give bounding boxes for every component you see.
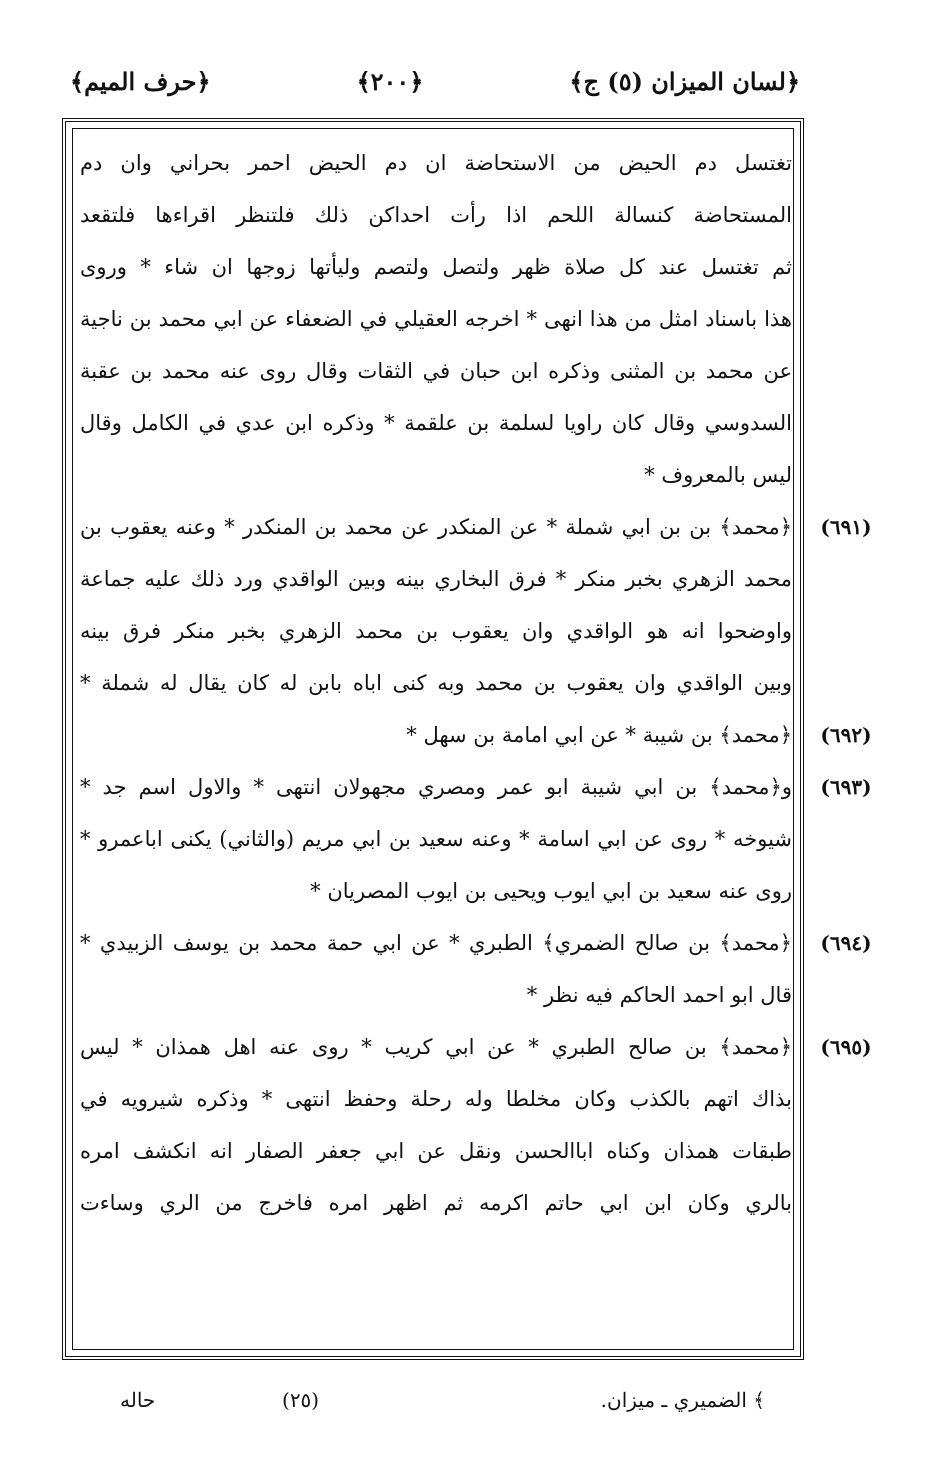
- catchword: حاله: [120, 1388, 156, 1412]
- text-line: بالري وكان ابن ابي حاتم اكرمه ثم اظهر امره فاخرج من الري وساءت: [80, 1191, 792, 1215]
- text-line: شيوخه * روى عن ابي اسامة * وعنه سعيد بن ابي مريم (والثاني) يكنى اباعمرو *: [80, 827, 792, 851]
- running-header: [70, 58, 800, 104]
- text-line: و﴿محمد﴾ بن ابي شيبة ابو عمر ومصري مجهولان انتهى * والاول اسم جد *: [80, 775, 792, 799]
- text-line: ليس بالمعروف *: [644, 463, 792, 487]
- entry-number: (٦٩٤): [820, 931, 872, 955]
- entry-number: (٦٩١): [820, 515, 872, 539]
- text-line: قال ابو احمد الحاكم فيه نظر *: [526, 983, 792, 1007]
- text-line: تغتسل دم الحيض من الاستحاضة ان دم الحيض احمر بحراني وان دم: [80, 151, 792, 175]
- text-line: السدوسي وقال كان راويا لسلمة بن علقمة * وذكره ابن عدي في الكامل وقال: [80, 411, 792, 435]
- entry-number: (٦٩٥): [820, 1035, 872, 1059]
- entry-number: (٦٩٢): [820, 723, 872, 747]
- entry-number: (٦٩٣): [820, 775, 872, 799]
- text-line: ﴿محمد﴾ بن صالح الطبري * عن ابي كريب * روى عنه اهل همذان * ليس: [80, 1035, 792, 1059]
- text-line: المستحاضة كنسالة اللحم اذا رأت احداكن ذلك فلتنظر اقراءها فلتقعد: [80, 203, 792, 227]
- text-line: واوضحوا انه هو الواقدي وان يعقوب بن محمد الزهري بخبر منكر فرق بينه: [80, 619, 792, 643]
- text-line: ثم تغتسل عند كل صلاة ظهر ولتصل ولتصم وليأتها زوجها ان شاء * وروى: [80, 255, 792, 279]
- text-line: ﴿محمد﴾ بن بن ابي شملة * عن المنكدر عن محمد بن المنكدر * وعنه يعقوب بن: [80, 515, 792, 539]
- book-title: ﴿لسان الميزان (٥) ج﴾: [569, 66, 800, 96]
- text-line: بذاك اتهم بالكذب وكان مخلطا وله رحلة وحفظ انتهى * وذكره شيرويه في: [80, 1087, 792, 1111]
- text-line: روى عنه سعيد بن ابي ايوب ويحيى بن ايوب المصريان *: [310, 879, 792, 903]
- text-line: هذا باسناد امثل من هذا انهى * اخرجه العقيلي في الضعفاء عن ابي محمد بن ناجية: [80, 307, 792, 331]
- signature-number: (٢٥): [282, 1388, 320, 1412]
- text-line: عن محمد بن المثنى وذكره ابن حبان في الثقات وقال روى عنه محمد بن عقبة: [80, 359, 792, 383]
- text-line: طبقات همذان وكناه اباالحسن ونقل عن ابي جعفر الصفار انه انكشف امره: [80, 1139, 792, 1163]
- text-line: وبين الواقدي وان يعقوب بن محمد وبه كنى اباه بابن له كان يقال له شملة *: [80, 671, 792, 695]
- text-line: محمد الزهري بخبر منكر * فرق البخاري بينه وبين الواقدي ورد ذلك عليه جماعة: [80, 567, 792, 591]
- chapter-title: ﴿حرف الميم﴾: [70, 66, 211, 96]
- page-number: ﴿٢٠٠﴾: [356, 66, 424, 96]
- text-line: ﴿محمد﴾ بن صالح الضمري﴾ الطبري * عن ابي حمة محمد بن يوسف الزبيدي *: [80, 931, 792, 955]
- footnote: ﴾ الضميري ـ ميزان.: [600, 1388, 765, 1412]
- text-line: ﴿محمد﴾ بن شيبة * عن ابي امامة بن سهل *: [406, 723, 792, 747]
